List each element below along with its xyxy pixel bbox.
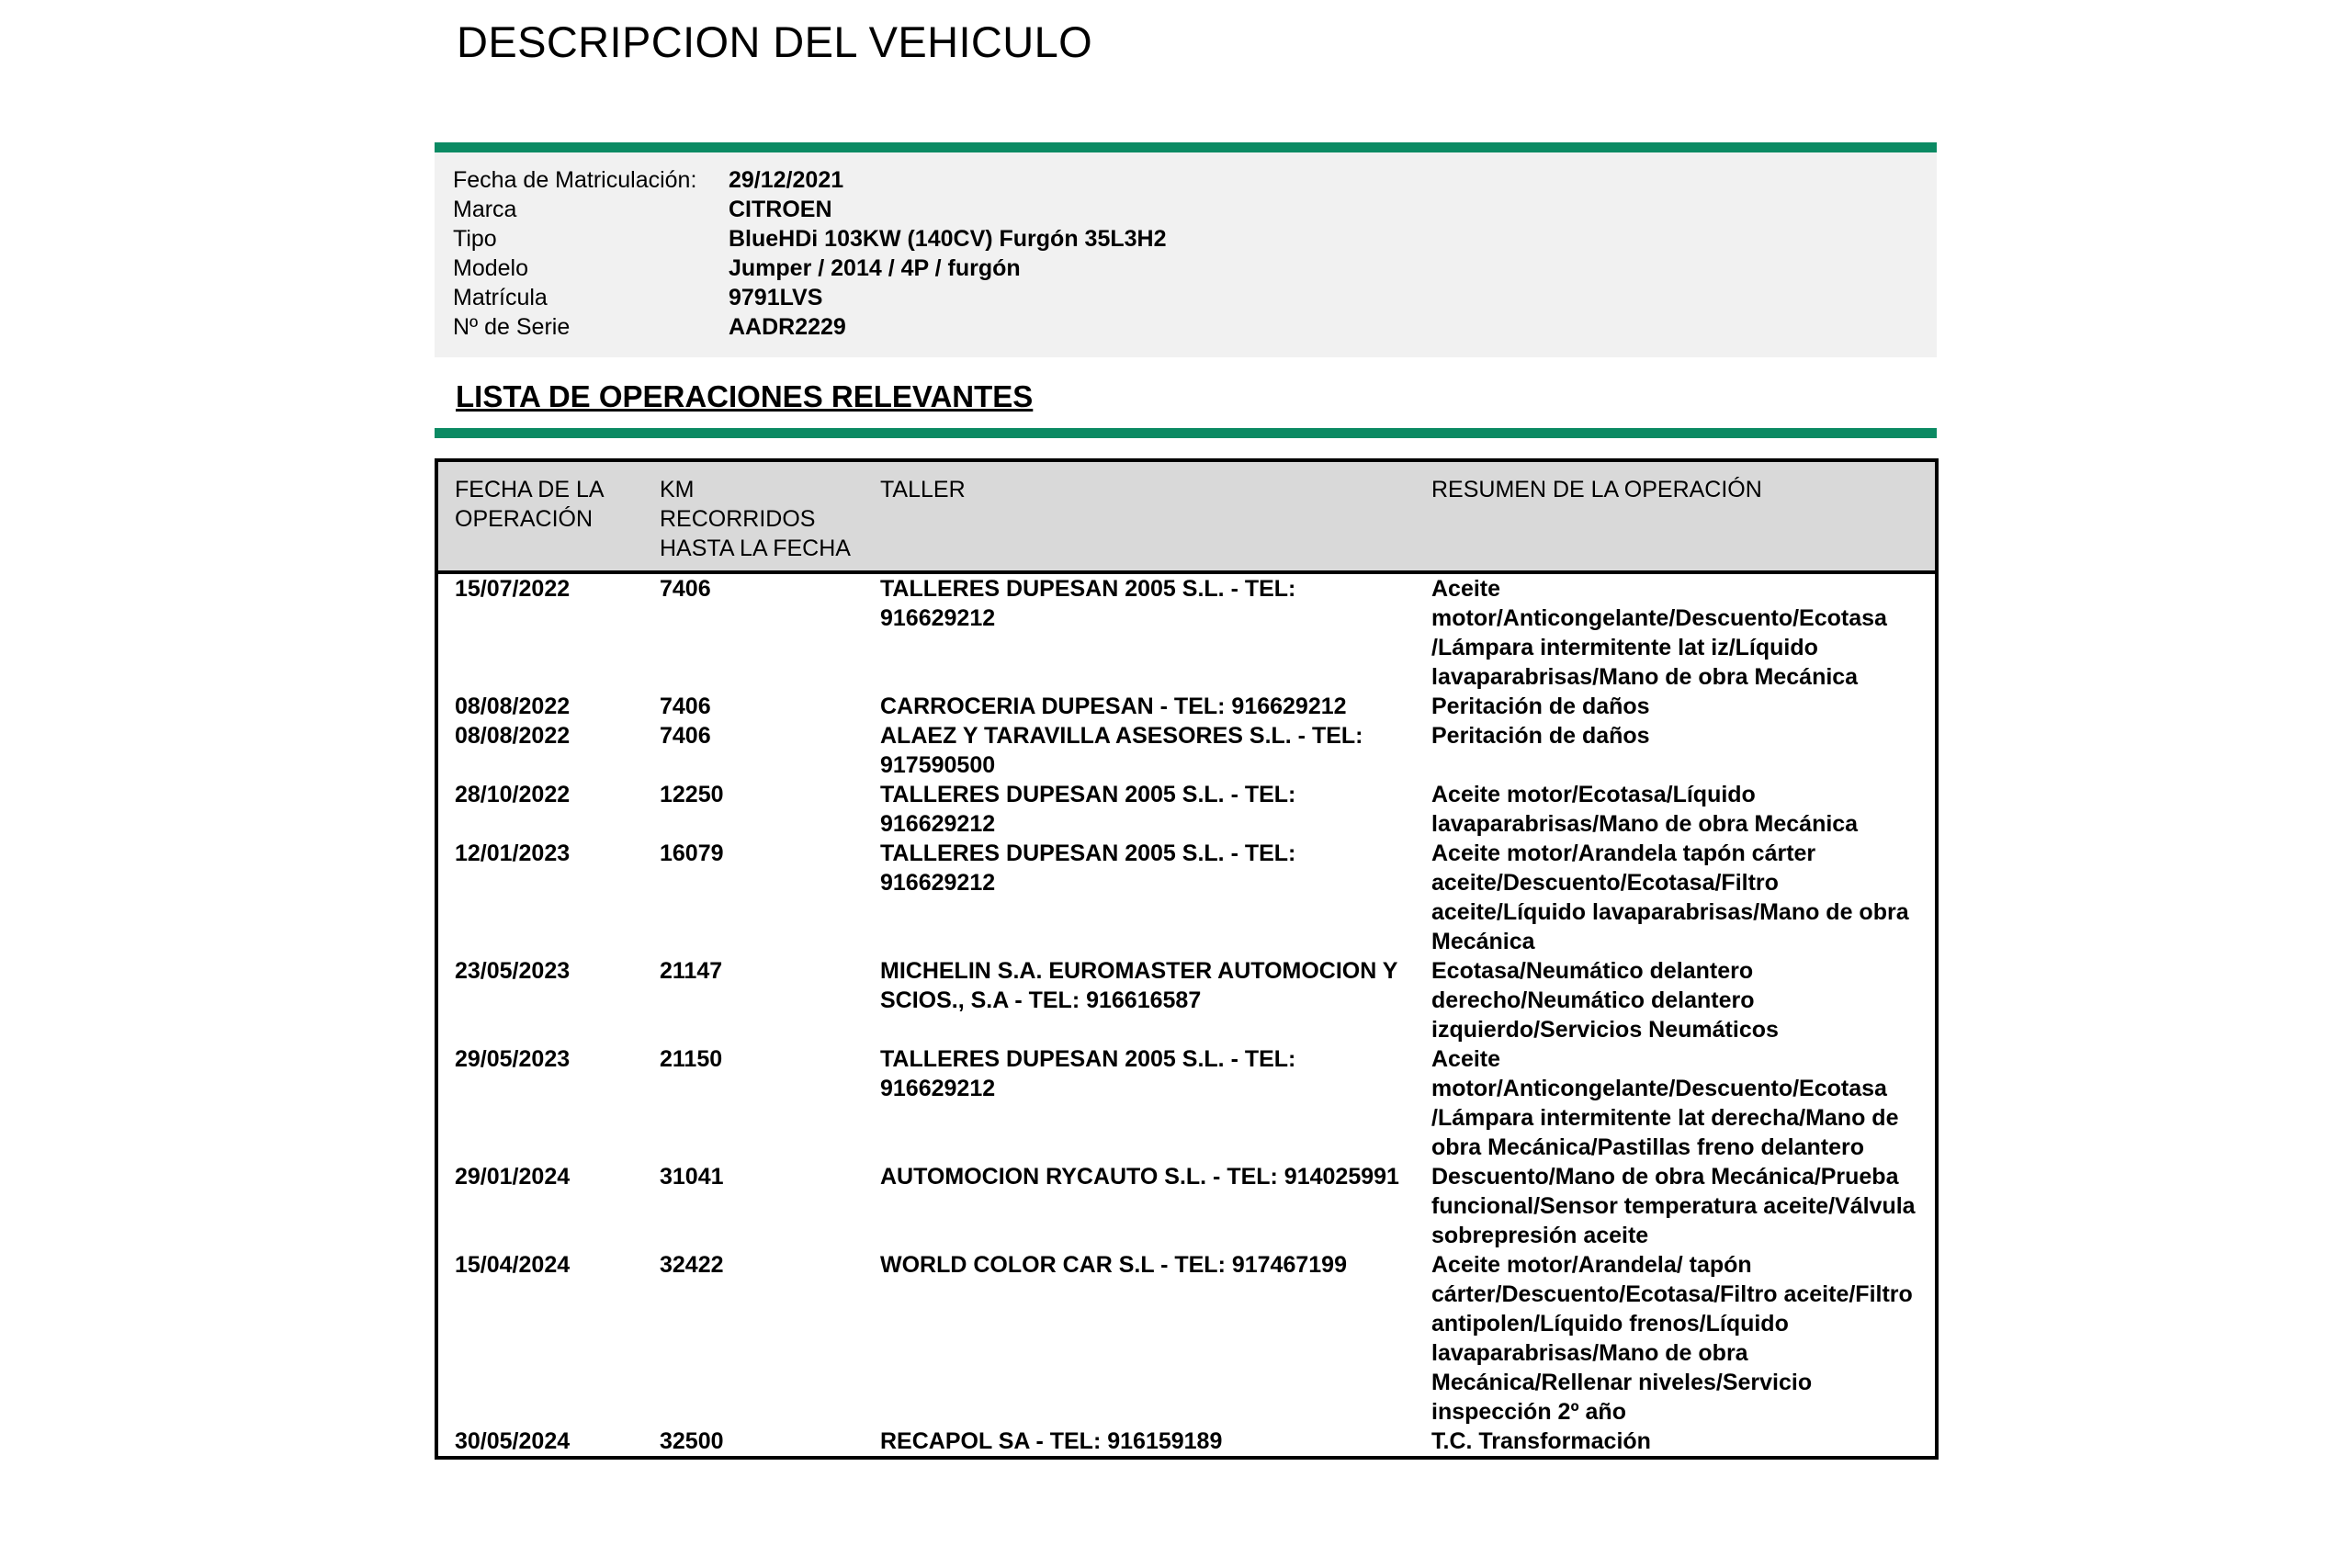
cell-resumen: Aceite motor/Anticongelante/Descuento/Ecotasa /Lámpara intermitente lat iz/Líquido lavaparabrisas/Mano de obra Mecánica bbox=[1415, 572, 1937, 692]
table-header-row bbox=[436, 460, 1937, 572]
accent-rule-top bbox=[435, 142, 1937, 152]
cell-resumen: Peritación de daños bbox=[1415, 721, 1937, 780]
cell-resumen: Descuento/Mano de obra Mecánica/Prueba funcional/Sensor temperatura aceite/Válvula sobrepresión aceite bbox=[1415, 1162, 1937, 1250]
table-row bbox=[436, 1044, 1937, 1162]
cell-taller: CARROCERIA DUPESAN - TEL: 916629212 bbox=[864, 692, 1415, 721]
cell-km: 12250 bbox=[643, 780, 864, 839]
info-value: 29/12/2021 bbox=[729, 167, 844, 193]
vehicle-info-block bbox=[435, 142, 1937, 357]
section-title-operaciones: LISTA DE OPERACIONES RELEVANTES bbox=[456, 379, 1034, 413]
column-header-resumen: RESUMEN DE LA OPERACIÓN bbox=[1415, 460, 1937, 572]
cell-km: 21150 bbox=[643, 1044, 864, 1162]
table-row bbox=[436, 1250, 1937, 1427]
cell-resumen: Aceite motor/Anticongelante/Descuento/Ecotasa /Lámpara intermitente lat derecha/Mano de obra Mecánica/Pastillas freno delantero bbox=[1415, 1044, 1937, 1162]
table-row bbox=[436, 956, 1937, 1044]
cell-fecha: 12/01/2023 bbox=[436, 839, 643, 956]
cell-resumen: Ecotasa/Neumático delantero derecho/Neumático delantero izquierdo/Servicios Neumáticos bbox=[1415, 956, 1937, 1044]
info-label: Modelo bbox=[453, 255, 528, 281]
vehicle-info-list bbox=[435, 152, 1937, 357]
cell-fecha: 29/05/2023 bbox=[436, 1044, 643, 1162]
info-label: Nº de Serie bbox=[453, 314, 571, 340]
cell-km: 21147 bbox=[643, 956, 864, 1044]
cell-taller: WORLD COLOR CAR S.L - TEL: 917467199 bbox=[864, 1250, 1415, 1427]
info-label: Matrícula bbox=[453, 285, 548, 310]
cell-fecha: 29/01/2024 bbox=[436, 1162, 643, 1250]
cell-taller: ALAEZ Y TARAVILLA ASESORES S.L. - TEL: 917590500 bbox=[864, 721, 1415, 780]
info-row-matriculacion bbox=[435, 165, 1937, 195]
info-row-marca bbox=[435, 195, 1937, 224]
cell-km: 7406 bbox=[643, 692, 864, 721]
cell-fecha: 08/08/2022 bbox=[436, 721, 643, 780]
column-header-km: KM RECORRIDOS HASTA LA FECHA bbox=[643, 460, 864, 572]
cell-taller: TALLERES DUPESAN 2005 S.L. - TEL: 916629212 bbox=[864, 572, 1415, 692]
info-label: Fecha de Matriculación: bbox=[453, 167, 697, 193]
cell-km: 16079 bbox=[643, 839, 864, 956]
cell-taller: RECAPOL SA - TEL: 916159189 bbox=[864, 1427, 1415, 1458]
table-row bbox=[436, 1162, 1937, 1250]
info-label: Tipo bbox=[453, 226, 497, 252]
info-row-matricula bbox=[435, 283, 1937, 312]
accent-rule-section bbox=[435, 428, 1937, 438]
cell-fecha: 15/07/2022 bbox=[436, 572, 643, 692]
cell-taller: TALLERES DUPESAN 2005 S.L. - TEL: 916629212 bbox=[864, 839, 1415, 956]
cell-fecha: 23/05/2023 bbox=[436, 956, 643, 1044]
cell-fecha: 08/08/2022 bbox=[436, 692, 643, 721]
info-label: Marca bbox=[453, 197, 517, 222]
cell-fecha: 30/05/2024 bbox=[436, 1427, 643, 1458]
table-row bbox=[436, 1427, 1937, 1458]
info-value: 9791LVS bbox=[729, 285, 823, 310]
column-header-fecha: FECHA DE LA OPERACIÓN bbox=[436, 460, 643, 572]
table-row bbox=[436, 572, 1937, 692]
cell-resumen: Aceite motor/Arandela tapón cárter aceite/Descuento/Ecotasa/Filtro aceite/Líquido lavaparabrisas/Mano de obra Mecánica bbox=[1415, 839, 1937, 956]
cell-resumen: Aceite motor/Ecotasa/Líquido lavaparabrisas/Mano de obra Mecánica bbox=[1415, 780, 1937, 839]
cell-km: 32500 bbox=[643, 1427, 864, 1458]
info-value: BlueHDi 103KW (140CV) Furgón 35L3H2 bbox=[729, 226, 1167, 252]
cell-km: 7406 bbox=[643, 572, 864, 692]
cell-km: 7406 bbox=[643, 721, 864, 780]
operations-table bbox=[435, 458, 1939, 1460]
info-value: Jumper / 2014 / 4P / furgón bbox=[729, 255, 1021, 281]
cell-resumen: Peritación de daños bbox=[1415, 692, 1937, 721]
cell-taller: TALLERES DUPESAN 2005 S.L. - TEL: 916629212 bbox=[864, 780, 1415, 839]
info-row-tipo bbox=[435, 224, 1937, 254]
cell-resumen: Aceite motor/Arandela/ tapón cárter/Descuento/Ecotasa/Filtro aceite/Filtro antipolen/Líquido frenos/Líquido lavaparabrisas/Mano de obra Mecánica/Rellenar niveles/Servicio inspección 2º año bbox=[1415, 1250, 1937, 1427]
column-header-taller: TALLER bbox=[864, 460, 1415, 572]
info-row-numero-serie bbox=[435, 312, 1937, 342]
page-title: DESCRIPCION DEL VEHICULO bbox=[457, 17, 1093, 66]
table-row bbox=[436, 692, 1937, 721]
info-value: CITROEN bbox=[729, 197, 832, 222]
table-row bbox=[436, 780, 1937, 839]
cell-taller: MICHELIN S.A. EUROMASTER AUTOMOCION Y SCIOS., S.A - TEL: 916616587 bbox=[864, 956, 1415, 1044]
cell-km: 32422 bbox=[643, 1250, 864, 1427]
cell-fecha: 15/04/2024 bbox=[436, 1250, 643, 1427]
info-value: AADR2229 bbox=[729, 314, 846, 340]
info-row-modelo bbox=[435, 254, 1937, 283]
cell-km: 31041 bbox=[643, 1162, 864, 1250]
cell-resumen: T.C. Transformación bbox=[1415, 1427, 1937, 1458]
cell-taller: TALLERES DUPESAN 2005 S.L. - TEL: 916629212 bbox=[864, 1044, 1415, 1162]
cell-fecha: 28/10/2022 bbox=[436, 780, 643, 839]
table-row bbox=[436, 839, 1937, 956]
cell-taller: AUTOMOCION RYCAUTO S.L. - TEL: 914025991 bbox=[864, 1162, 1415, 1250]
table-row bbox=[436, 721, 1937, 780]
